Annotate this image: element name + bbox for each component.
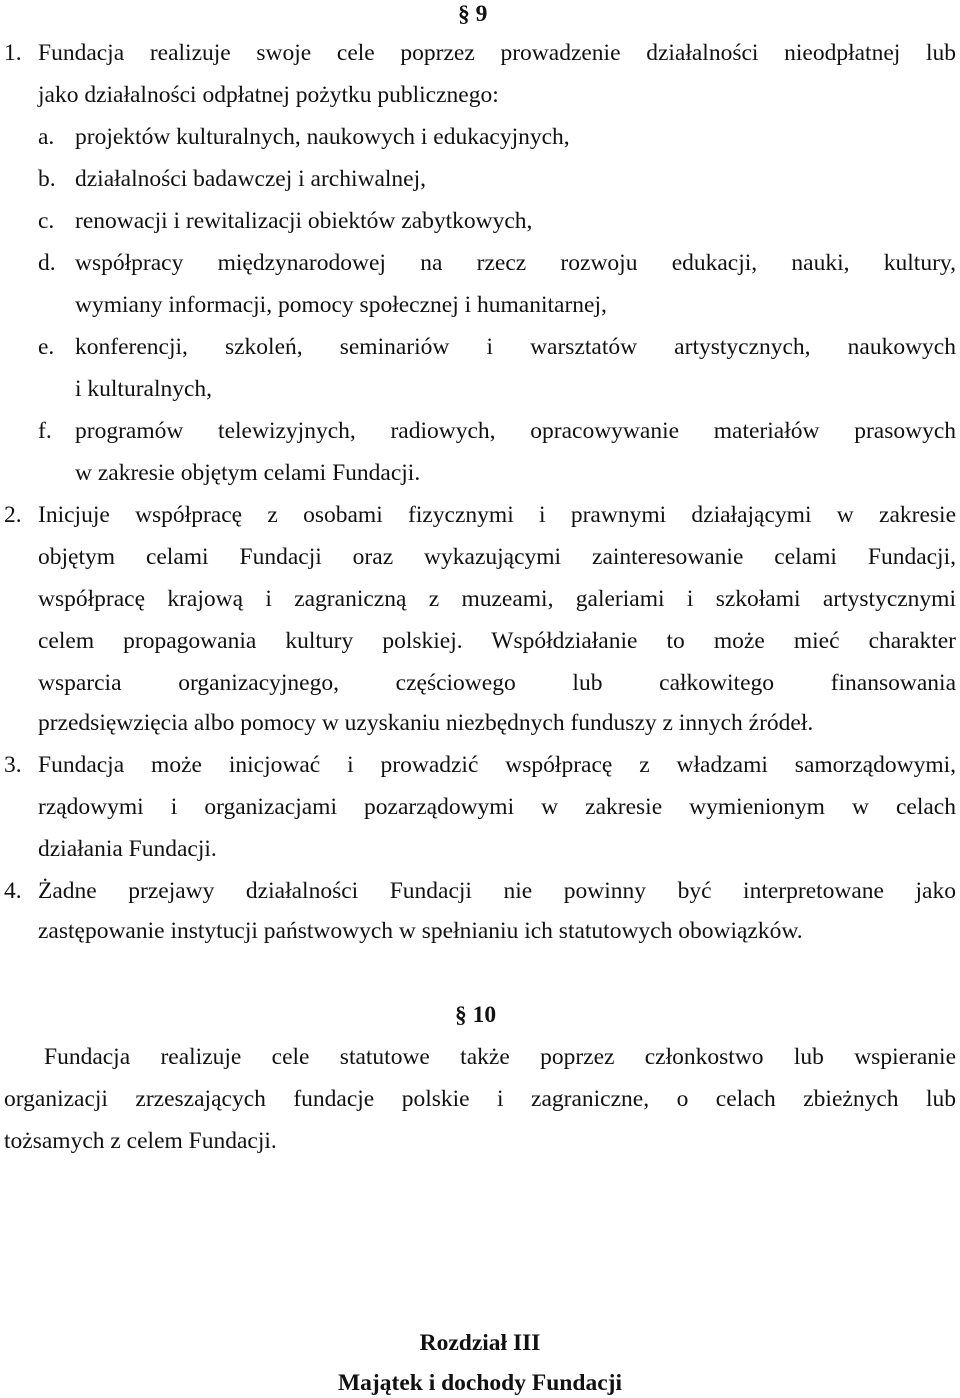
section-10-line-1: Fundacja realizuje cele statutowe także poprzez członkostwo lub wspieranie [44, 1044, 956, 1070]
subitem-d-line-2: wymiany informacji, pomocy społecznej i humanitarnej, [75, 292, 607, 318]
section-10-heading: § 10 [455, 1002, 497, 1028]
subitem-e-letter: e. [38, 334, 55, 360]
chapter-subtitle: Majątek i dochody Fundacji [338, 1370, 622, 1396]
item-3-line-3: działania Fundacji. [38, 836, 217, 862]
item-4-line-2: zastępowanie instytucji państwowych w spełnianiu ich statutowych obowiązków. [38, 918, 803, 944]
item-2-line-3: współpracę krajową i zagraniczną z muzeami, galeriami i szkołami artystycznymi [38, 586, 956, 612]
item-4-line-1: Żadne przejawy działalności Fundacji nie powinny być interpretowane jako [38, 878, 956, 904]
subitem-f-line-1: programów telewizyjnych, radiowych, opracowywanie materiałów prasowych [75, 418, 956, 444]
subitem-b-text: działalności badawczej i archiwalnej, [75, 166, 427, 192]
item-1-line-1: Fundacja realizuje swoje cele poprzez prowadzenie działalności nieodpłatnej lub [38, 40, 956, 66]
section-10-line-3: tożsamych z celem Fundacji. [4, 1128, 277, 1154]
subitem-f-line-2: w zakresie objętym celami Fundacji. [75, 460, 421, 486]
item-2-number: 2. [4, 502, 22, 528]
item-2-line-4: celem propagowania kultury polskiej. Współdziałanie to może mieć charakter [38, 628, 956, 654]
item-2-line-1: Inicjuje współpracę z osobami fizycznymi i prawnymi działającymi w zakresie [38, 502, 956, 528]
subitem-e-line-1: konferencji, szkoleń, seminariów i warsztatów artystycznych, naukowych [75, 334, 956, 360]
item-3-line-2: rządowymi i organizacjami pozarządowymi w zakresie wymienionym w celach [38, 794, 956, 820]
section-9-heading: § 9 [458, 1, 488, 27]
subitem-d-letter: d. [38, 250, 56, 276]
item-4-number: 4. [4, 878, 22, 904]
subitem-a-letter: a. [38, 124, 55, 150]
subitem-e-line-2: i kulturalnych, [75, 376, 213, 402]
item-2-line-6: przedsięwzięcia albo pomocy w uzyskaniu niezbędnych funduszy z innych źródeł. [38, 710, 814, 736]
item-2-line-5: wsparcia organizacyjnego, częściowego lub całkowitego finansowania [38, 670, 956, 696]
item-2-line-2: objętym celami Fundacji oraz wykazującymi zainteresowanie celami Fundacji, [38, 544, 956, 570]
subitem-d-line-1: współpracy międzynarodowej na rzecz rozwoju edukacji, nauki, kultury, [75, 250, 956, 276]
subitem-c-text: renowacji i rewitalizacji obiektów zabytkowych, [75, 208, 533, 234]
subitem-a-text: projektów kulturalnych, naukowych i edukacyjnych, [75, 124, 570, 150]
item-3-number: 3. [4, 752, 22, 778]
section-10-line-2: organizacji zrzeszających fundacje polskie i zagraniczne, o celach zbieżnych lub [4, 1086, 956, 1112]
item-1-number: 1. [4, 40, 22, 66]
subitem-f-letter: f. [38, 418, 52, 444]
chapter-title: Rozdział III [419, 1330, 541, 1356]
item-3-line-1: Fundacja może inicjować i prowadzić współpracę z władzami samorządowymi, [38, 752, 956, 778]
subitem-c-letter: c. [38, 208, 55, 234]
subitem-b-letter: b. [38, 166, 56, 192]
item-1-line-2: jako działalności odpłatnej pożytku publicznego: [38, 82, 499, 108]
